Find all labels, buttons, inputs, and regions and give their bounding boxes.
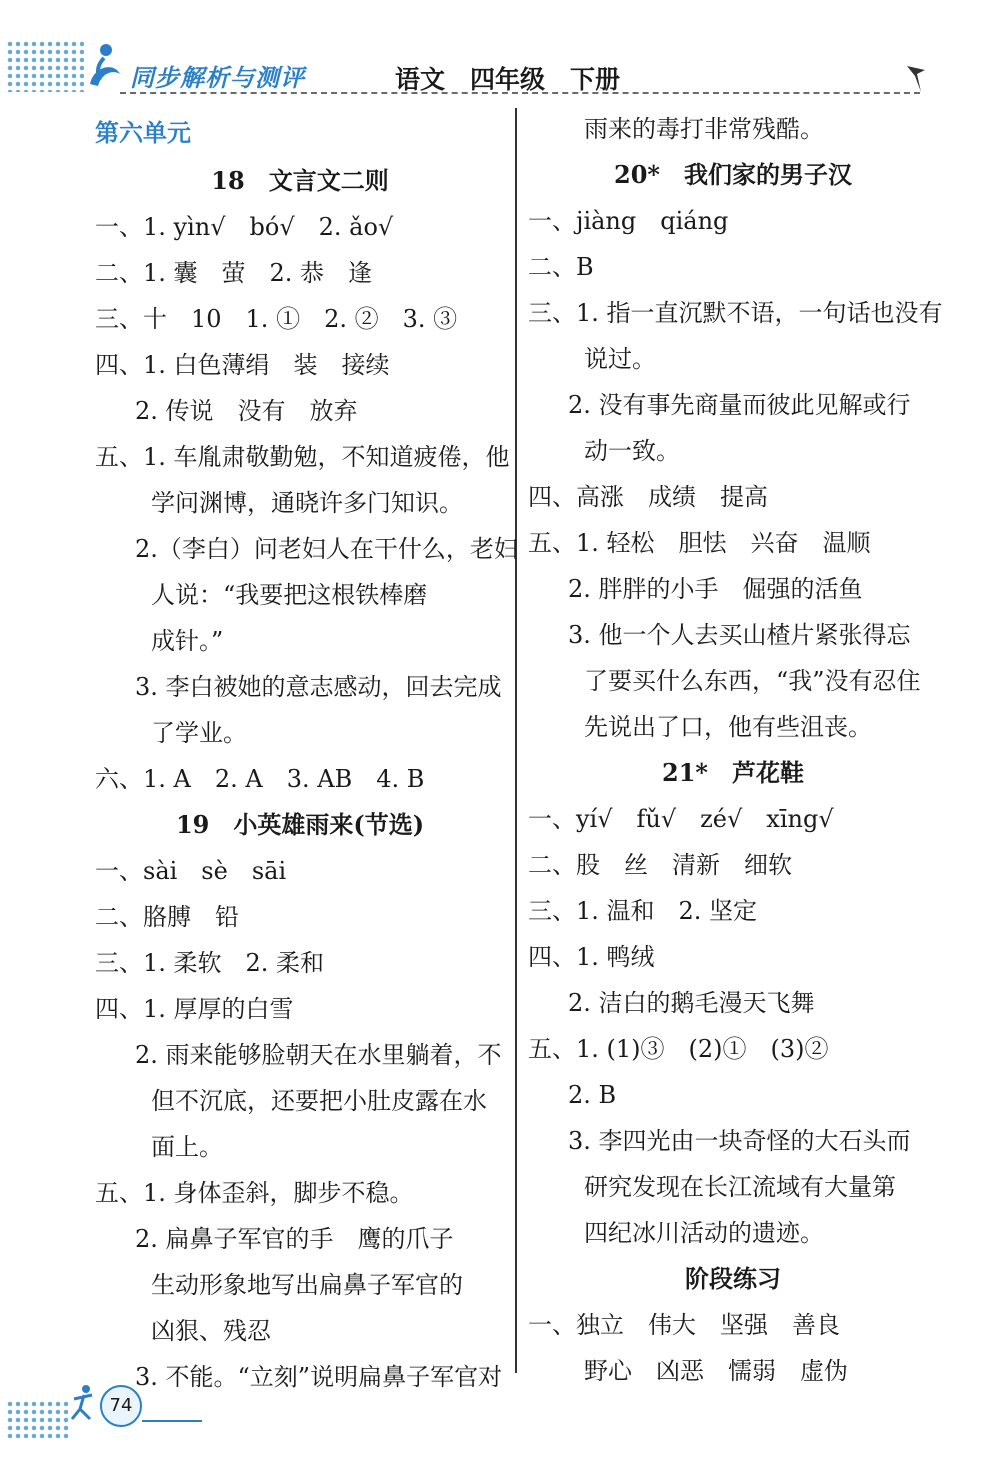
page-number: 74	[100, 1385, 142, 1427]
answer-line: 三、1. 柔软 2. 柔和	[95, 949, 325, 977]
answer-line: 2. 扁鼻子军官的手 鹰的爪子	[135, 1225, 454, 1253]
stage-practice-title: 阶段练习	[685, 1264, 781, 1293]
subject-grade-label: 语文 四年级 下册	[395, 65, 621, 94]
page-header	[0, 0, 1000, 110]
answer-line: 三、十 10 1. ① 2. ② 3. ③	[95, 305, 458, 333]
answer-line: 二、1. 囊 萤 2. 恭 逢	[95, 259, 373, 287]
answer-line: 五、1. 车胤肃敬勤勉，不知道疲倦，他	[95, 443, 510, 471]
lesson-18-title: 18 文言文二则	[211, 166, 389, 195]
answer-line: 一、sài sè sāi	[95, 857, 287, 885]
header-divider	[120, 92, 920, 94]
answer-line: 成针。”	[151, 627, 224, 655]
answer-line: 六、1. A 2. A 3. AB 4. B	[95, 765, 425, 793]
answer-line: 二、股 丝 清新 细软	[528, 851, 792, 879]
answer-line: 先说出了口，他有些沮丧。	[584, 713, 872, 741]
answer-line: 五、1. (1)③ (2)① (3)②	[528, 1035, 829, 1063]
answer-line: 2. 雨来能够脸朝天在水里躺着，不	[135, 1041, 502, 1069]
decorative-dots	[6, 1400, 72, 1440]
swirl-logo-icon	[84, 40, 128, 92]
answer-line: 五、1. 轻松 胆怯 兴奋 温顺	[528, 529, 871, 557]
corner-mark-icon	[905, 62, 927, 94]
answer-line: 说过。	[584, 345, 656, 373]
answer-line: 面上。	[151, 1133, 223, 1161]
answer-line: 四、1. 白色薄绢 装 接续	[95, 351, 390, 379]
answer-line: 一、独立 伟大 坚强 善良	[528, 1311, 840, 1339]
answer-line: 2. 传说 没有 放弃	[135, 397, 358, 425]
answer-line: 一、yí√ fǔ√ zé√ xīng√	[528, 805, 834, 833]
answer-line: 但不沉底，还要把小肚皮露在水	[151, 1087, 487, 1115]
answer-line: 人说：“我要把这根铁棒磨	[151, 581, 428, 609]
lesson-19-title: 19 小英雄雨来(节选)	[175, 810, 425, 839]
answer-line: 凶狠、残忍	[151, 1317, 271, 1345]
answer-line: 3. 李四光由一块奇怪的大石头而	[568, 1127, 911, 1155]
answer-line: 2. 洁白的鹅毛漫天飞舞	[568, 989, 815, 1017]
answer-line: 2. 胖胖的小手 倔强的活鱼	[568, 575, 863, 603]
answer-line: 四纪冰川活动的遗迹。	[584, 1219, 824, 1247]
answer-line: 3. 不能。“立刻”说明扁鼻子军官对	[135, 1363, 503, 1391]
answer-line: 四、高涨 成绩 提高	[528, 483, 768, 511]
footer-rule	[142, 1420, 202, 1422]
answer-line: 三、1. 温和 2. 坚定	[528, 897, 758, 925]
answer-line: 动一致。	[584, 437, 680, 465]
answer-line: 2. 没有事先商量而彼此见解或行	[568, 391, 911, 419]
lesson-21-title: 21* 芦花鞋	[662, 758, 804, 787]
answer-line: 二、B	[528, 253, 594, 281]
answer-line: 一、jiàng qiáng	[528, 207, 729, 235]
answer-line: 四、1. 厚厚的白雪	[95, 995, 294, 1023]
answer-line: 2. B	[568, 1081, 617, 1109]
answer-line: 2.（李白）问老妇人在干什么，老妇	[135, 535, 518, 563]
answer-line: 雨来的毒打非常残酷。	[584, 115, 824, 143]
column-divider	[515, 108, 517, 1373]
answer-line: 生动形象地写出扁鼻子军官的	[151, 1271, 463, 1299]
answer-line: 研究发现在长江流域有大量第	[584, 1173, 896, 1201]
lesson-20-title: 20* 我们家的男子汉	[614, 160, 852, 189]
answer-line: 野心 凶恶 懦弱 虚伪	[584, 1357, 848, 1385]
runner-icon	[68, 1383, 98, 1423]
answer-line: 四、1. 鸭绒	[528, 943, 655, 971]
answer-line: 学问渊博，通晓许多门知识。	[151, 489, 463, 517]
answer-line: 了学业。	[151, 719, 247, 747]
brand-title: 同步解析与测评	[130, 64, 305, 92]
answer-line: 3. 李白被她的意志感动，回去完成	[135, 673, 502, 701]
answer-line: 一、1. yìn√ bó√ 2. ǎo√	[95, 213, 394, 241]
answer-line: 3. 他一个人去买山楂片紧张得忘	[568, 621, 911, 649]
answer-line: 五、1. 身体歪斜，脚步不稳。	[95, 1179, 414, 1207]
answer-line: 了要买什么东西，“我”没有忍住	[584, 667, 921, 695]
answer-line: 三、1. 指一直沉默不语，一句话也没有	[528, 299, 943, 327]
answer-line: 二、胳膊 铅	[95, 903, 239, 931]
decorative-dots	[6, 40, 84, 92]
unit-heading: 第六单元	[95, 119, 191, 147]
